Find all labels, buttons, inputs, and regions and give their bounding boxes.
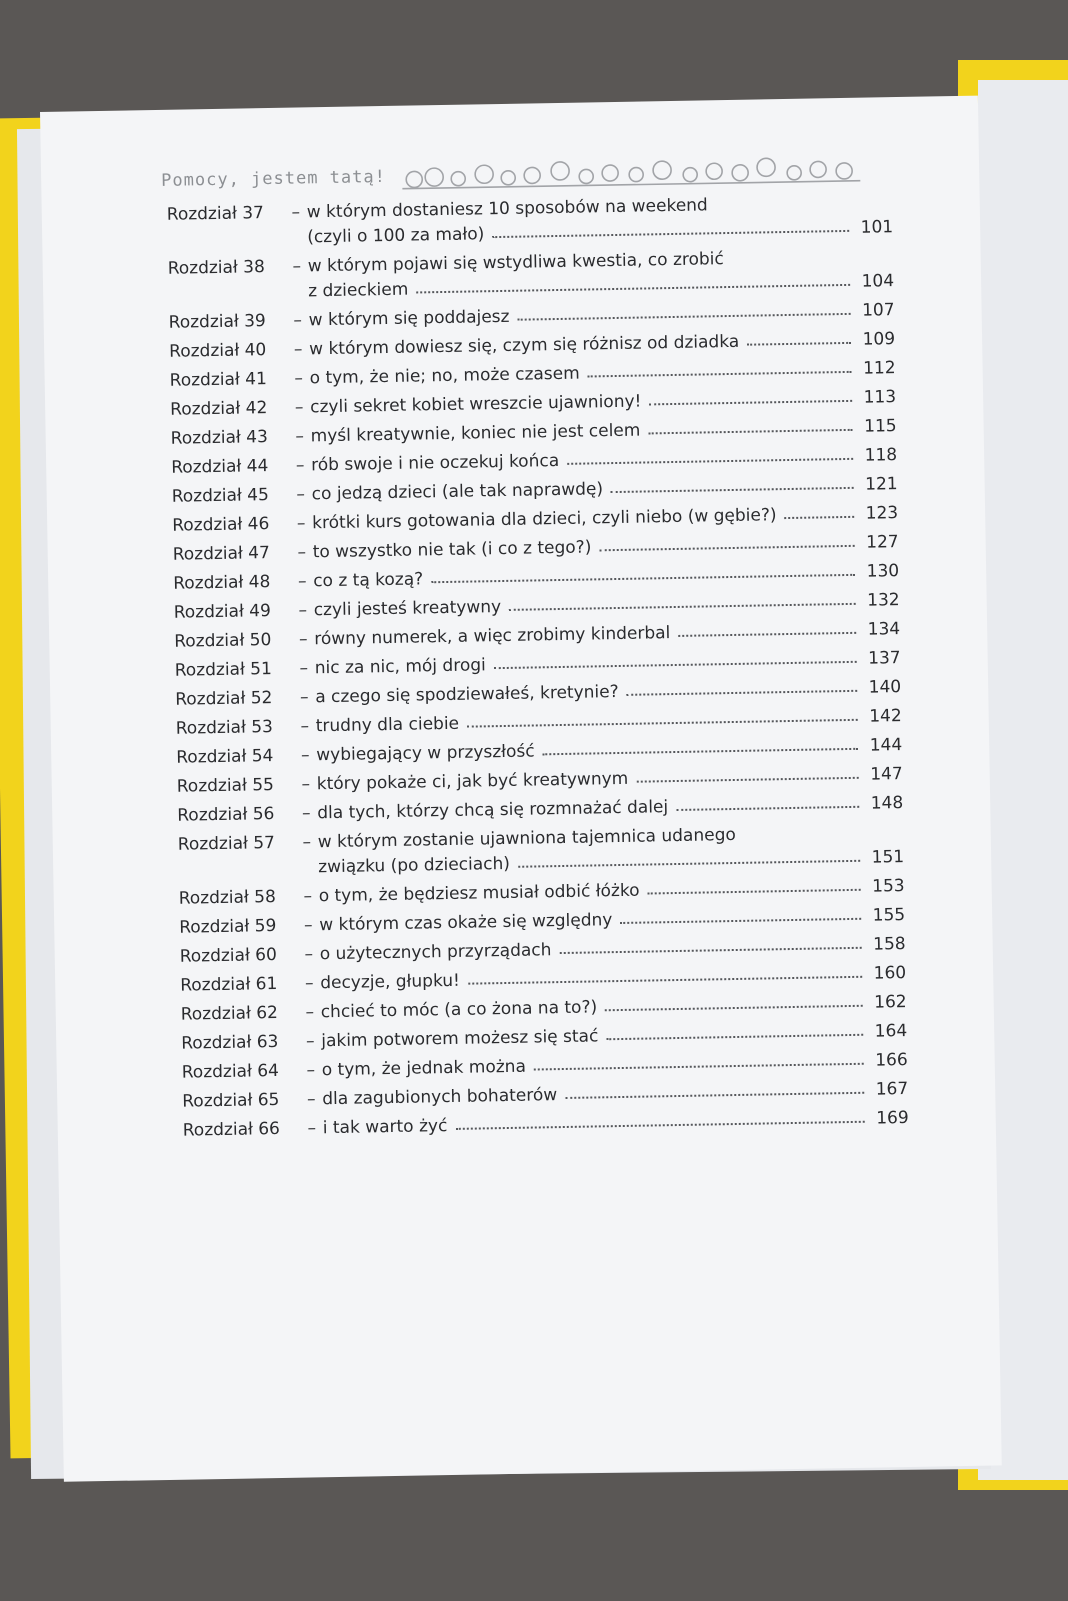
toc-entry: Rozdział 45 – co jedzą dzieci (ale tak naprawdę) 121 (171, 474, 898, 507)
toc-entry: Rozdział 46 – krótki kurs gotowania dla dzieci, czyli niebo (w gębie?) 123 (172, 503, 899, 536)
chapter-label: Rozdział 38 (167, 257, 266, 279)
chapter-title: w którym dowiesz się, czym się różnisz od dziadka (309, 331, 740, 360)
page-number: 160 (873, 963, 907, 984)
page-number: 153 (872, 876, 905, 897)
chapter-title: o tym, że będziesz musiał odbić łóżko (318, 880, 640, 907)
table-of-contents (166, 183, 908, 1141)
page-number: 137 (868, 648, 901, 669)
chapter-label: Rozdział 61 (180, 973, 278, 996)
toc-entry: Rozdział 57 – w którym zostanie ujawniona tajemnica udanego związku (po dzieciach) 151 (177, 824, 905, 878)
running-title: Pomocy, jestem tatą! (161, 166, 387, 191)
toc-entry: Rozdział 53 – trudny dla ciebie 142 (175, 706, 902, 739)
page-number: 121 (865, 474, 898, 495)
toc-entry: Rozdział 54 – wybiegający w przyszłość 144 (176, 735, 903, 768)
chapter-label: Rozdział 49 (173, 601, 272, 623)
chapter-label: Rozdział 60 (179, 944, 278, 967)
page-number: 123 (865, 503, 899, 524)
page-number: 130 (866, 561, 900, 582)
toc-entry: Rozdział 51 – nic za nic, mój drogi 137 (174, 648, 901, 681)
page-number: 144 (869, 735, 903, 756)
chapter-label: Rozdział 66 (182, 1118, 281, 1141)
page-number: 109 (862, 329, 896, 350)
toc-entry: Rozdział 59 – w którym czas okaże się względny 155 (179, 905, 906, 938)
toc-entry: Rozdział 52 – a czego się spodziewałeś, kretynie? 140 (175, 677, 902, 710)
chapter-title: wybiegający w przyszłość (316, 741, 535, 766)
chapter-title: w którym dostaniesz 10 sposobów na weekend (306, 195, 708, 223)
chapter-title: dla zagubionych bohaterów (322, 1085, 558, 1110)
toc-entry: Rozdział 49 – czyli jesteś kreatywny 132 (173, 590, 900, 623)
page-number: 113 (863, 387, 897, 408)
chapter-label: Rozdział 43 (170, 427, 268, 449)
chapter-label: Rozdział 65 (182, 1089, 280, 1112)
chapter-label: Rozdział 40 (169, 340, 267, 362)
toc-entry: Rozdział 47 – to wszystko nie tak (i co z tego?) 127 (172, 532, 899, 565)
chapter-label: Rozdział 48 (173, 572, 271, 594)
chapter-title: chcieć to móc (a co żona na to?) (320, 997, 598, 1023)
chapter-title: w którym zostanie ujawniona tajemnica udanego (317, 824, 736, 853)
chapter-title: co jedzą dzieci (ale tak naprawdę) (311, 479, 604, 505)
chapter-title: co z tą kozą? (313, 569, 424, 592)
chapter-label: Rozdział 41 (169, 369, 267, 391)
toc-entry: Rozdział 40 – w którym dowiesz się, czym się różnisz od dziadka 109 (169, 329, 896, 362)
page-number: 166 (875, 1050, 908, 1071)
toc-entry: Rozdział 58 – o tym, że będziesz musiał odbić łóżko 153 (178, 876, 905, 909)
page-number: 148 (870, 793, 904, 814)
chapter-title: trudny dla ciebie (315, 713, 460, 737)
toc-entry: Rozdział 65 – dla zagubionych bohaterów 167 (182, 1078, 909, 1112)
toc-entry: Rozdział 55 – który pokaże ci, jak być kreatywnym 147 (176, 764, 903, 797)
chapter-label: Rozdział 53 (175, 717, 274, 739)
chapter-title: w którym się poddajesz (308, 306, 510, 331)
chapter-title: w którym czas okaże się względny (319, 910, 613, 936)
page-number: 164 (874, 1021, 908, 1042)
page-number: 169 (876, 1107, 909, 1129)
toc-entry: Rozdział 43 – myśl kreatywnie, koniec nie jest celem 115 (170, 416, 897, 449)
chapter-label: Rozdział 46 (172, 514, 270, 536)
chapter-label: Rozdział 51 (174, 659, 273, 681)
book-page (40, 96, 1002, 1482)
chapter-label: Rozdział 63 (181, 1031, 279, 1054)
chapter-title: czyli jesteś kreatywny (313, 597, 502, 621)
chapter-title: równy numerek, a więc zrobimy kinderbal (314, 623, 671, 650)
chapter-title-continued: związku (po dzieciach) (318, 853, 511, 878)
page-number: 118 (864, 445, 898, 466)
chapter-label: Rozdział 42 (170, 398, 268, 420)
chapter-title: w którym pojawi się wstydliwa kwestia, co zrobić (307, 249, 724, 277)
chapter-title: który pokaże ci, jak być kreatywnym (316, 768, 629, 795)
toc-entry: Rozdział 42 – czyli sekret kobiet wreszcie ujawniony! 113 (170, 387, 897, 420)
toc-entry: Rozdział 56 – dla tych, którzy chcą się rozmnażać dalej 148 (177, 793, 904, 826)
page-number: 101 (860, 217, 894, 238)
chapter-title: myśl kreatywnie, koniec nie jest celem (310, 420, 641, 447)
chapter-title: dla tych, którzy chcą się rozmnażać dalej (317, 797, 669, 824)
page-number: 134 (867, 619, 901, 640)
page-number: 162 (874, 992, 907, 1013)
toc-entry: Rozdział 64 – o tym, że jednak można 166 (181, 1050, 908, 1083)
chapter-title: to wszystko nie tak (i co z tego?) (312, 537, 592, 563)
chapter-title-continued: (czyli o 100 za mało) (307, 224, 485, 248)
page-number: 158 (873, 934, 906, 955)
toc-entry: Rozdział 61 – decyzje, głupku! 160 (180, 963, 907, 996)
page-number: 112 (862, 358, 896, 379)
toc-entry: Rozdział 44 – rób swoje i nie oczekuj końca 118 (171, 445, 898, 478)
chapter-label: Rozdział 39 (168, 311, 266, 333)
chapter-label: Rozdział 47 (172, 543, 271, 565)
page-number: 155 (872, 905, 906, 926)
toc-entry: Rozdział 60 – o użytecznych przyrządach 158 (179, 934, 906, 967)
chapter-title: decyzje, głupku! (320, 970, 461, 994)
chapter-label: Rozdział 64 (181, 1060, 280, 1083)
chapter-title: o tym, że nie; no, może czasem (309, 363, 580, 389)
page-number: 104 (861, 271, 895, 292)
toc-entry: Rozdział 63 – jakim potworem możesz się stać 164 (181, 1021, 908, 1054)
page-number: 132 (867, 590, 900, 611)
page-number: 115 (863, 416, 897, 437)
page-number: 151 (871, 847, 905, 868)
chapter-label: Rozdział 55 (176, 775, 275, 797)
toc-entry: Rozdział 41 – o tym, że nie; no, może czasem 112 (169, 358, 896, 391)
chapter-title: i tak warto żyć (322, 1116, 448, 1139)
chapter-label: Rozdział 45 (171, 485, 270, 507)
page-number: 147 (870, 764, 903, 785)
chapter-label: Rozdział 54 (176, 746, 274, 768)
chapter-label: Rozdział 37 (166, 203, 265, 225)
chapter-label: Rozdział 59 (179, 916, 277, 938)
toc-entry: Rozdział 38 – w którym pojawi się wstydliwa kwestia, co zrobić z dzieckiem 104 (167, 249, 895, 302)
page-number: 142 (869, 706, 902, 727)
chapter-title: krótki kurs gotowania dla dzieci, czyli niebo (w gębie?) (312, 505, 777, 534)
chapter-label: Rozdział 62 (180, 1002, 279, 1025)
chapter-label: Rozdział 56 (177, 804, 275, 826)
chapter-label: Rozdział 52 (175, 688, 273, 710)
page-number: 127 (866, 532, 899, 553)
chapter-title: o użytecznych przyrządach (319, 940, 552, 965)
chapter-title: o tym, że jednak można (321, 1056, 527, 1081)
chapter-title: a czego się spodziewałeś, kretynie? (315, 681, 619, 708)
page-number: 140 (868, 677, 902, 698)
toc-entry: Rozdział 62 – chcieć to móc (a co żona na to?) 162 (180, 992, 907, 1025)
toc-entry: Rozdział 50 – równy numerek, a więc zrobimy kinderbal 134 (174, 619, 901, 652)
toc-entry: Rozdział 37 – w którym dostaniesz 10 sposobów na weekend (czyli o 100 za mało) 101 (166, 195, 894, 248)
chapter-title: rób swoje i nie oczekuj końca (311, 450, 560, 476)
chapter-title: nic za nic, mój drogi (314, 655, 486, 679)
chapter-label: Rozdział 57 (177, 833, 276, 855)
toc-entry: Rozdział 48 – co z tą kozą? 130 (173, 561, 900, 594)
chapter-label: Rozdział 44 (171, 456, 269, 478)
toc-entry: Rozdział 66 – i tak warto żyć 169 (182, 1107, 909, 1141)
page-number: 167 (875, 1078, 909, 1100)
chapter-title: jakim potworem możesz się stać (321, 1026, 599, 1052)
chapter-title-continued: z dzieckiem (307, 279, 409, 302)
chapter-title: czyli sekret kobiet wreszcie ujawniony! (310, 391, 642, 418)
page-number: 107 (861, 300, 895, 321)
toc-entry: Rozdział 39 – w którym się poddajesz 107 (168, 300, 895, 333)
chapter-label: Rozdział 50 (174, 630, 272, 652)
chapter-label: Rozdział 58 (178, 887, 277, 909)
